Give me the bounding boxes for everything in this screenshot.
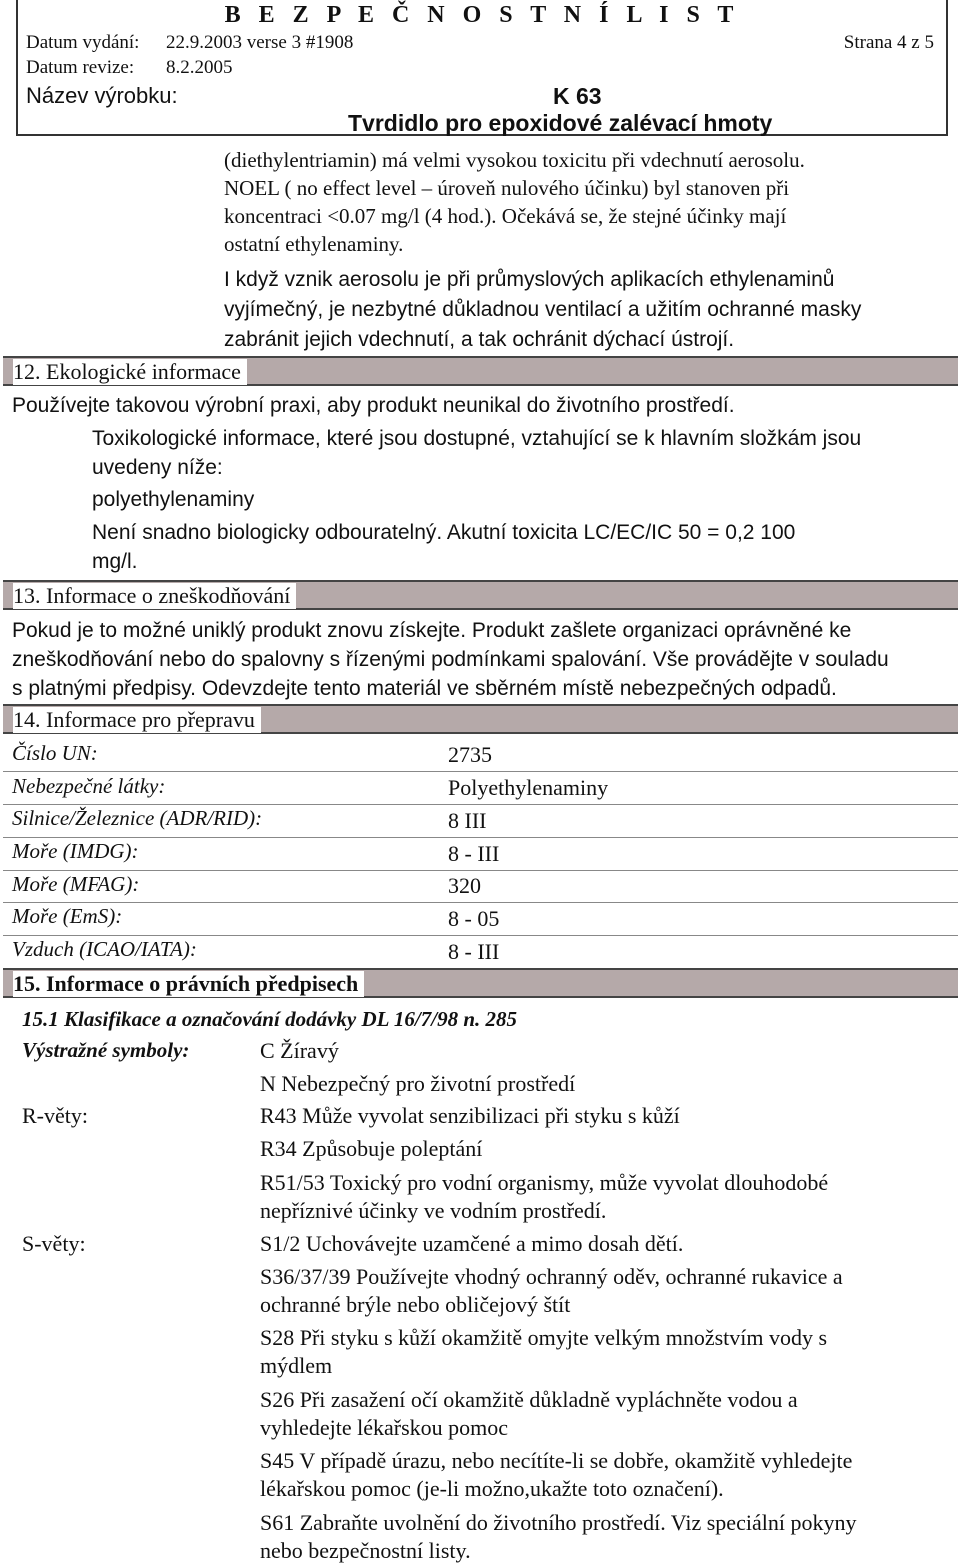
paragraph-line: koncentraci <0.07 mg/l (4 hod.). Očekává se, že stejné účinky mají (224, 204, 787, 228)
paragraph-line: zabránit jejich vdechnutí, a tak ochránit dýchací ústrojí. (224, 328, 735, 351)
phrase-line: S26 Při zasažení očí okamžitě důkladně vypláchněte vodou a (260, 1387, 798, 1412)
phrase-line: S45 V případě úrazu, nebo necítíte-li se dobře, okamžitě vyhledejte (260, 1448, 853, 1473)
s-phrase (260, 1263, 843, 1319)
section-12-bar (3, 356, 958, 386)
section-15-bar (3, 968, 958, 998)
section-15-subtitle: 15.1 Klasifikace a označování dodávky DL 16/7/98 n. 285 (22, 1007, 518, 1031)
paragraph-line: ostatní ethylenaminy. (224, 232, 404, 256)
phrase-line: vyhledejte lékařskou pomoc (260, 1415, 509, 1440)
paragraph-line: NOEL ( no effect level – úroveň nulového účinku) byl stanoven při (224, 176, 790, 200)
phrase-line: R51/53 Toxický pro vodní organismy, může vyvolat dlouhodobé (260, 1170, 829, 1195)
r-phrase (260, 1169, 828, 1225)
paragraph-line: uvedeny níže: (92, 456, 223, 479)
s-phrase (260, 1324, 827, 1380)
phrase-line: S36/37/39 Používejte vhodný ochranný oděv, ochranné rukavice a (260, 1264, 843, 1289)
section-12-toxicology (92, 424, 861, 482)
section-15-title: 15. Informace o právních předpisech (13, 971, 364, 997)
section-13-text (12, 616, 889, 703)
hazard-symbol: C Žíravý (260, 1038, 339, 1063)
s-phrase (260, 1386, 798, 1442)
section-13-bar (3, 580, 958, 610)
paragraph-line: mg/l. (92, 550, 138, 573)
row-divider (3, 837, 958, 838)
paragraph-line: I když vznik aerosolu je při průmyslových aplikacích ethylenaminů (224, 268, 835, 291)
product-name: Tvrdidlo pro epoxidové zalévací hmoty (348, 110, 773, 136)
s-phrase (260, 1509, 856, 1565)
transport-label: Moře (EmS): (12, 904, 123, 928)
section-12-degradation (92, 518, 795, 576)
section-14-title: 14. Informace pro přepravu (13, 707, 261, 733)
paragraph-line: s platnými předpisy. Odevzdejte tento materiál ve sběrném místě nebezpečných odpadů. (12, 677, 837, 700)
s-phrase (260, 1447, 852, 1503)
r-phrase: R34 Způsobuje poleptání (260, 1136, 483, 1161)
hazard-symbol: N Nebezpečný pro životní prostředí (260, 1071, 576, 1096)
document-header (16, 0, 948, 136)
toxicology-paragraph (224, 146, 805, 258)
product-label: Název výrobku: (26, 83, 178, 108)
paragraph-line: Toxikologické informace, které jsou dostupné, vztahující se k hlavním složkám jsou (92, 427, 862, 450)
transport-value: Polyethylenaminy (448, 775, 609, 800)
row-divider (3, 804, 958, 805)
row-divider (3, 771, 958, 772)
r-phrase: R43 Může vyvolat senzibilizaci při styku s kůží (260, 1103, 680, 1128)
phrase-line: nebo bezpečnostní listy. (260, 1538, 471, 1563)
transport-value: 2735 (448, 742, 492, 767)
transport-value: 8 - 05 (448, 906, 500, 931)
s-phrases-label: S-věty: (22, 1231, 86, 1256)
phrase-line: ochranné brýle nebo obličejový štít (260, 1292, 571, 1317)
document-title: B E Z P E Č N O S T N Í L I S T (224, 2, 740, 28)
paragraph-line: zneškodňování nebo do spalovny s řízenými podmínkami spalování. Vše provádějte v souladu (12, 648, 889, 671)
revision-date-label: Datum revize: (26, 57, 135, 78)
transport-label: Moře (IMDG): (12, 839, 139, 863)
transport-label: Vzduch (ICAO/IATA): (12, 937, 197, 961)
transport-label: Nebezpečné látky: (12, 774, 166, 798)
issue-date-label: Datum vydání: (26, 32, 140, 53)
transport-value: 8 - III (448, 841, 500, 866)
product-code: K 63 (553, 83, 602, 109)
transport-label: Silnice/Železnice (ADR/RID): (12, 806, 263, 830)
r-phrases-label: R-věty: (22, 1103, 88, 1128)
section-13-title: 13. Informace o zneškodňování (13, 583, 296, 609)
transport-label: Číslo UN: (12, 741, 98, 765)
page-number: Strana 4 z 5 (843, 32, 934, 53)
phrase-line: S61 Zabraňte uvolnění do životního prostředí. Viz speciální pokyny (260, 1510, 857, 1535)
phrase-line: nepříznivé účinky ve vodním prostředí. (260, 1198, 607, 1223)
paragraph-line: Není snadno biologicky odbouratelný. Akutní toxicita LC/EC/IC 50 = 0,2 100 (92, 521, 796, 544)
row-divider (3, 902, 958, 903)
section-12-intro: Používejte takovou výrobní praxi, aby produkt neunikal do životního prostředí. (12, 394, 735, 417)
s-phrase: S1/2 Uchovávejte uzamčené a mimo dosah dětí. (260, 1231, 684, 1256)
phrase-line: S28 Při styku s kůží okamžitě omyjte velkým množstvím vody s (260, 1325, 828, 1350)
section-14-bar (3, 704, 958, 734)
row-divider (3, 935, 958, 936)
transport-value: 320 (448, 873, 481, 898)
section-12-substance: polyethylenaminy (92, 488, 255, 511)
transport-label: Moře (MFAG): (12, 872, 140, 896)
issue-date-value: 22.9.2003 verse 3 #1908 (166, 32, 354, 53)
transport-value: 8 - III (448, 939, 500, 964)
phrase-line: lékařskou pomoc (je-li možno,ukažte toto označení). (260, 1476, 724, 1501)
row-divider (3, 870, 958, 871)
phrase-line: mýdlem (260, 1353, 333, 1378)
paragraph-line: vyjímečný, je nezbytné důkladnou ventilací a užitím ochranné masky (224, 298, 862, 321)
revision-date-value: 8.2.2005 (166, 57, 233, 78)
paragraph-line: (diethylentriamin) má velmi vysokou toxicitu při vdechnutí aerosolu. (224, 148, 805, 172)
section-12-title: 12. Ekologické informace (13, 359, 247, 385)
transport-value: 8 III (448, 808, 487, 833)
aerosol-paragraph (224, 265, 861, 355)
hazard-symbols-label: Výstražné symboly: (22, 1038, 190, 1062)
paragraph-line: Pokud je to možné uniklý produkt znovu získejte. Produkt zašlete organizaci oprávněné ke (12, 619, 852, 642)
